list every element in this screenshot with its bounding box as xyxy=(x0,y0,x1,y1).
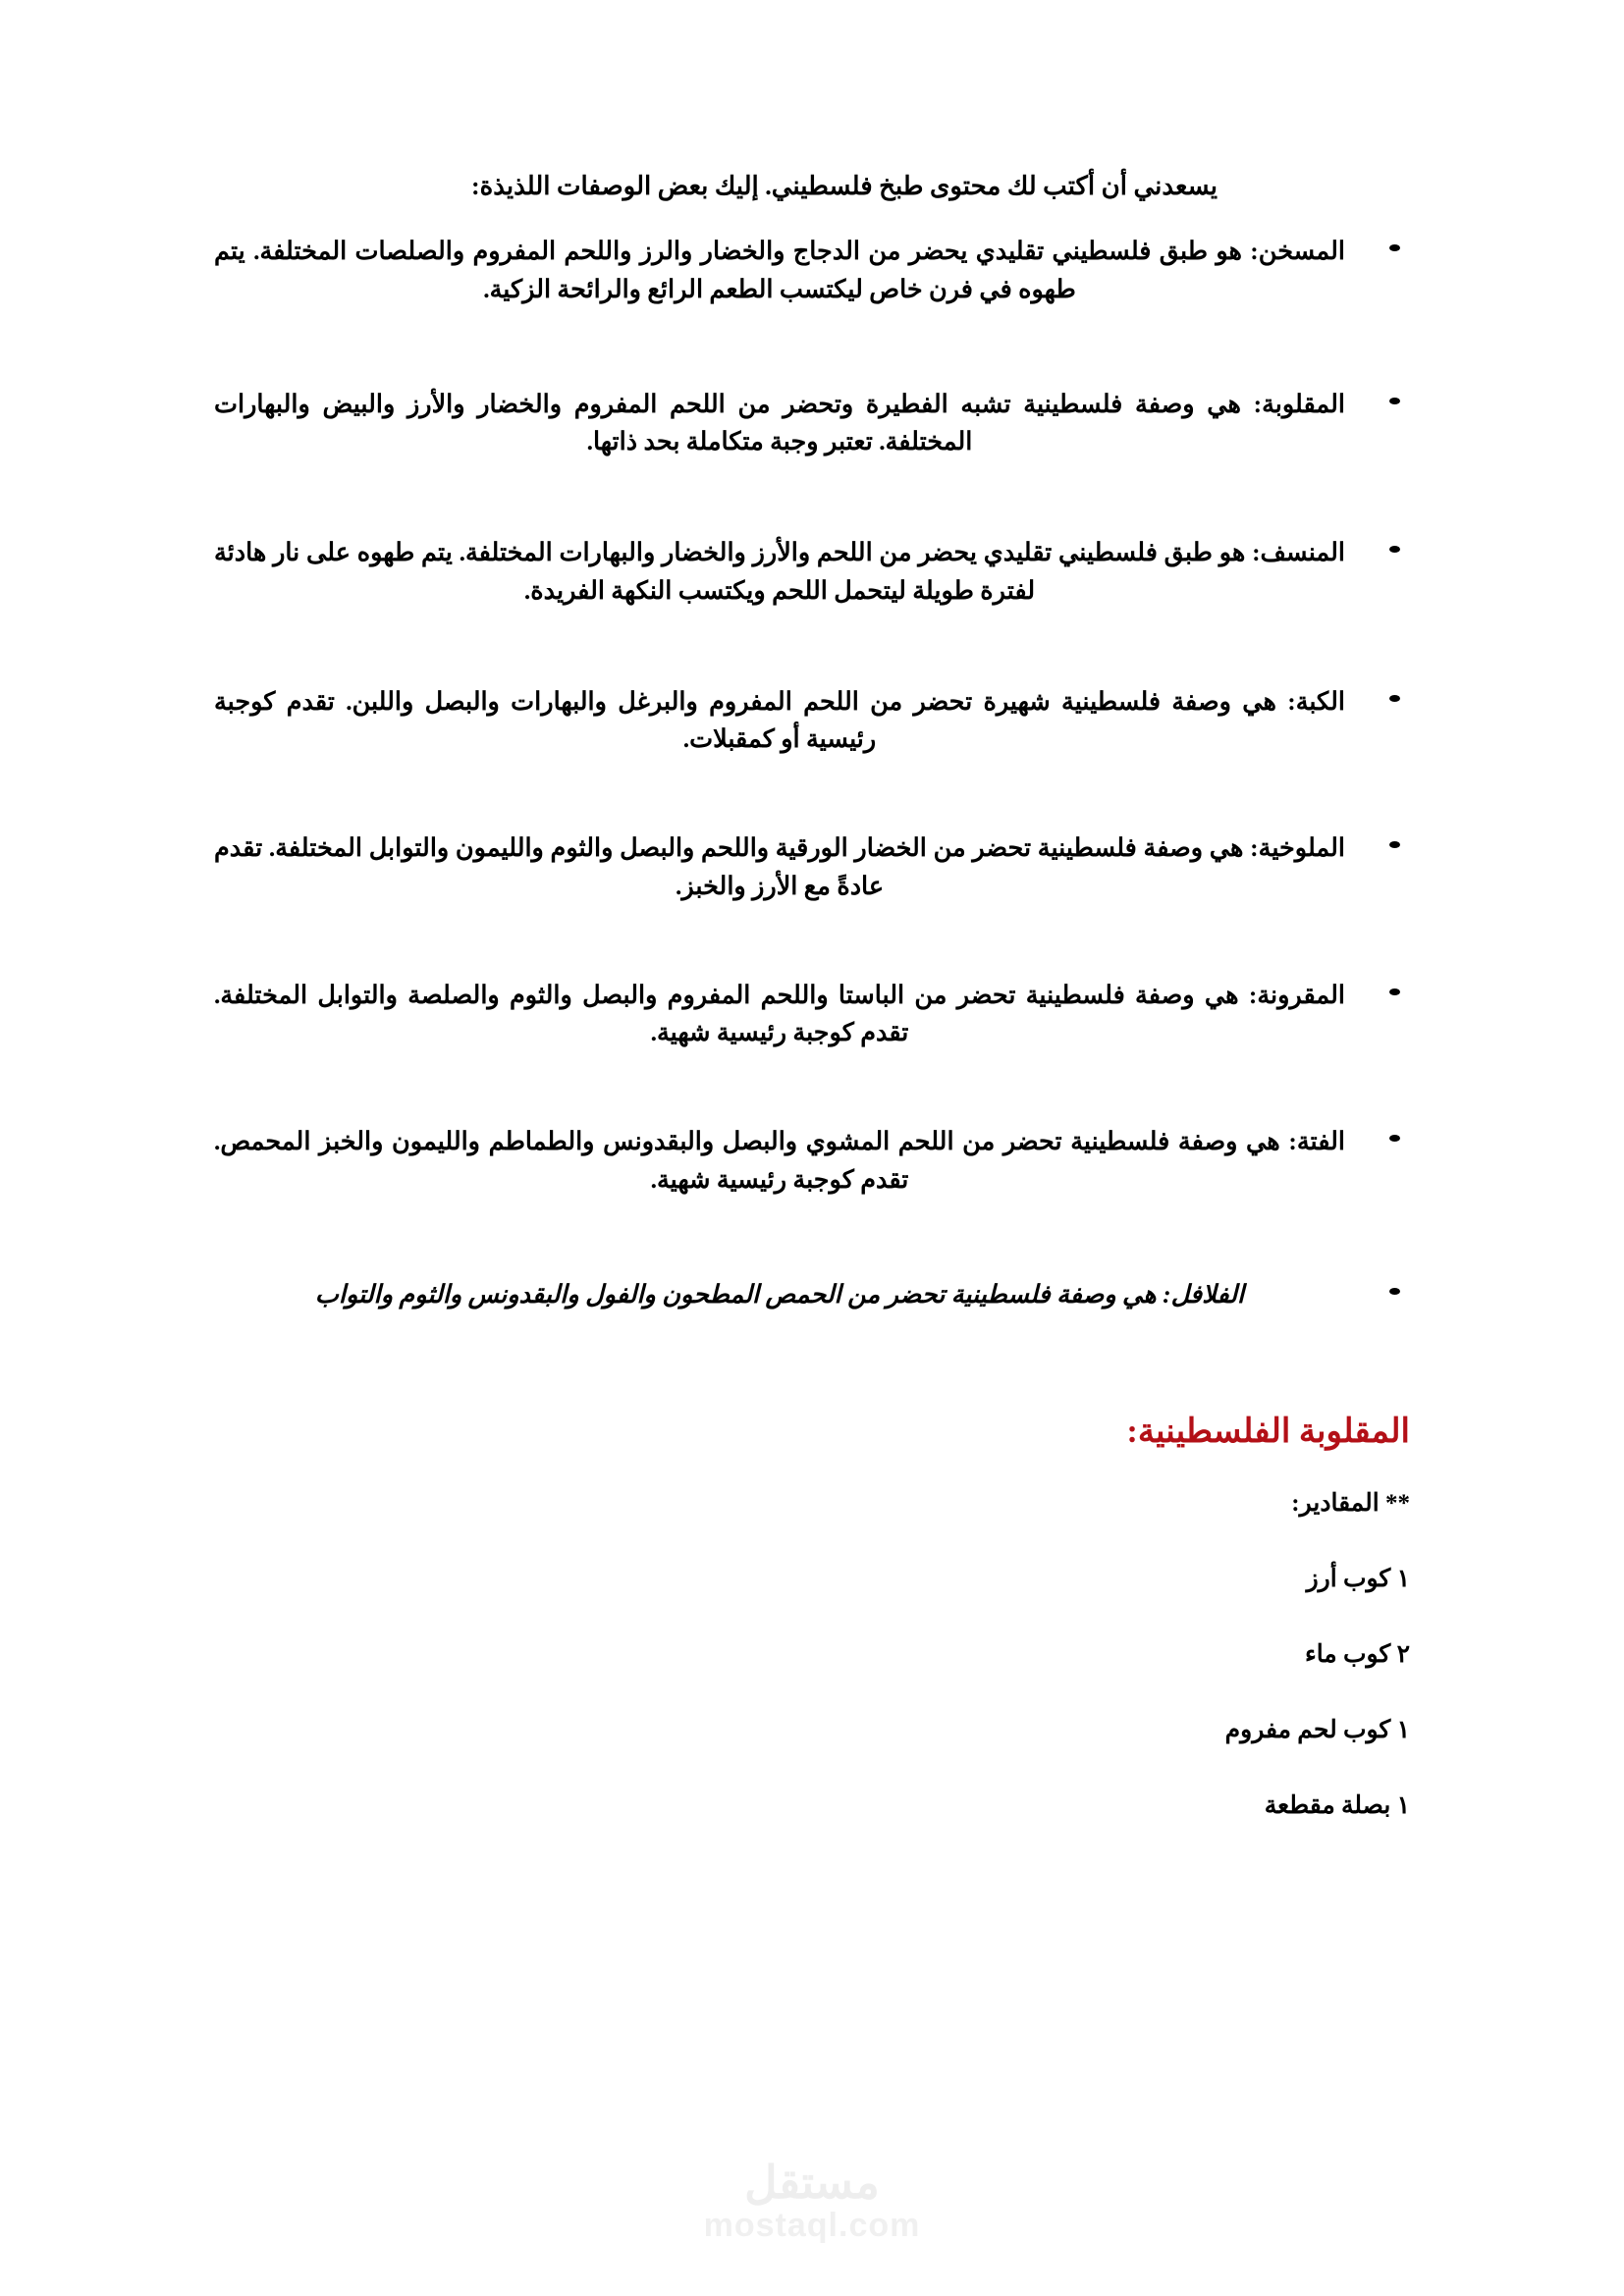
ingredient-item: ٢ كوب ماء xyxy=(1304,1640,1410,1668)
list-item xyxy=(214,233,1410,309)
ingredients-list xyxy=(214,1486,1410,1823)
bullet-icon xyxy=(1389,1288,1400,1295)
list-item xyxy=(214,977,1410,1053)
list-item xyxy=(214,534,1410,611)
ingredient-item: ١ كوب أرز xyxy=(1306,1565,1410,1592)
list-item xyxy=(214,683,1410,760)
bullet-icon xyxy=(1389,398,1400,404)
bullet-icon xyxy=(1389,988,1400,995)
ingredient-item: ١ كوب لحم مفروم xyxy=(1224,1716,1410,1743)
list-item xyxy=(214,1123,1410,1200)
recipe-bullet-list xyxy=(214,233,1410,1321)
list-item-text: المقرونة: هي وصفة فلسطينية تحضر من الباستا واللحم المفروم والبصل والثوم والصلصة والتوابل المختلفة. تقدم كوجبة رئيسية شهية. xyxy=(214,980,1345,1047)
list-item xyxy=(214,829,1410,906)
ingredient-item: ١ بصلة مقطعة xyxy=(1264,1791,1410,1819)
list-item-text: المنسف: هو طبق فلسطيني تقليدي يحضر من اللحم والأرز والخضار والبهارات المختلفة. يتم طهوه على نار هادئة لفترة طويلة ليتحمل اللحم ويكتسب النكهة الفريدة. xyxy=(214,538,1345,605)
ingredients-heading: ** المقادير: xyxy=(1291,1489,1410,1517)
recipe-section-title: المقلوبة الفلسطينية: xyxy=(1126,1413,1410,1450)
list-item xyxy=(214,386,1410,462)
bullet-icon xyxy=(1389,546,1400,553)
list-item-text: الملوخية: هي وصفة فلسطينية تحضر من الخضار الورقية واللحم والبصل والثوم والليمون والتوابل المختلفة. تقدم عادةً مع الأرز والخبز. xyxy=(214,833,1345,900)
intro-paragraph: يسعدني أن أكتب لك محتوى طبخ فلسطيني. إليك بعض الوصفات اللذيذة: xyxy=(470,172,1218,200)
bullet-icon xyxy=(1389,841,1400,848)
list-item xyxy=(214,1276,1410,1321)
watermark-arabic-text: مستقل xyxy=(744,2157,880,2208)
bullet-icon xyxy=(1389,244,1400,251)
mostaql-watermark xyxy=(0,2157,1624,2245)
list-item-text: الكبة: هي وصفة فلسطينية شهيرة تحضر من اللحم المفروم والبرغل والبهارات والبصل واللبن. تقدم كوجبة رئيسية أو كمقبلات. xyxy=(214,686,1345,754)
list-item-text: المقلوبة: هي وصفة فلسطينية تشبه الفطيرة وتحضر من اللحم المفروم والخضار والأرز والبيض والبهارات المختلفة. تعتبر وجبة متكاملة بحد ذاتها. xyxy=(214,389,1345,456)
bullet-icon xyxy=(1389,695,1400,702)
list-item-text: الفتة: هي وصفة فلسطينية تحضر من اللحم المشوي والبصل والبقدونس والطماطم والليمون والخبز المحمص. تقدم كوجبة رئيسية شهية. xyxy=(214,1127,1345,1194)
list-item-text: المسخن: هو طبق فلسطيني تقليدي يحضر من الدجاج والخضار والرز واللحم المفروم والصلصات المختلفة. يتم طهوه في فرن خاص ليكتسب الطعم الرائع والرائحة الزكية. xyxy=(214,237,1345,303)
watermark-latin-text: mostaql.com xyxy=(703,2206,921,2244)
bullet-icon xyxy=(1389,1135,1400,1142)
document-content xyxy=(214,167,1410,1864)
list-item-text: الفلافل: هي وصفة فلسطينية تحضر من الحمص المطحون والفول والبقدونس والثوم والتواب xyxy=(314,1279,1245,1308)
